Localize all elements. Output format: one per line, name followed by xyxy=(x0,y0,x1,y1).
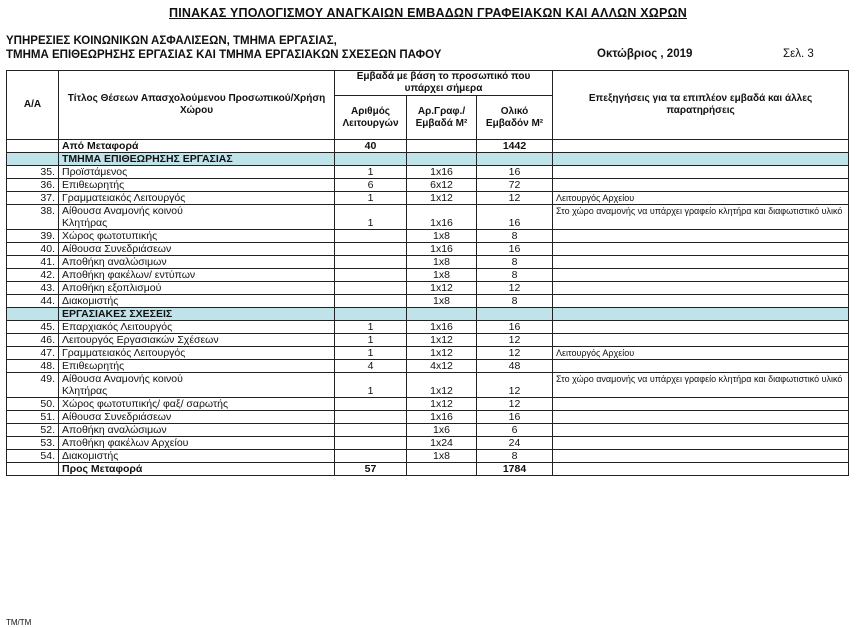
row-title: Αποθήκη φακέλων/ εντύπων xyxy=(62,269,196,281)
row-notes-cell xyxy=(553,411,849,424)
row-total-cell: 8 xyxy=(477,256,553,269)
row-total-cell: 8 xyxy=(477,295,553,308)
row-num-cell xyxy=(335,243,407,256)
table-row xyxy=(7,373,849,398)
row-num-cell xyxy=(335,411,407,424)
row-num-cell: 4 xyxy=(335,360,407,373)
row-total-cell: 72 xyxy=(477,179,553,192)
row-num-cell xyxy=(335,450,407,463)
row-total-cell: 12 xyxy=(477,373,553,398)
row-unit-cell: 4x12 xyxy=(407,360,477,373)
row-unit-cell: 1x16 xyxy=(407,205,477,230)
row-title: Αποθήκη εξοπλισμού xyxy=(62,282,162,294)
row-unit-cell: 6x12 xyxy=(407,179,477,192)
row-notes-cell xyxy=(553,437,849,450)
row-unit-cell: 1x8 xyxy=(407,450,477,463)
row-notes-cell xyxy=(553,321,849,334)
row-total-cell: 8 xyxy=(477,450,553,463)
row-title: Επαρχιακός Λειτουργός xyxy=(62,321,173,333)
row-unit-cell: 1x12 xyxy=(407,373,477,398)
table-row xyxy=(7,230,849,243)
row-title-cell xyxy=(59,347,335,360)
row-title: Χώρος φωτοτυπικής/ φαξ/ σαρωτής xyxy=(62,398,229,410)
row-total-cell: 16 xyxy=(477,243,553,256)
row-unit-cell: 1x8 xyxy=(407,295,477,308)
row-title: Διακομιστής xyxy=(62,450,119,462)
col-header-notes: Επεξηγήσεις για τα επιπλέον εμβαδά και άλλες παρατηρήσεις xyxy=(553,71,849,140)
row-num-cell xyxy=(335,398,407,411)
row-title-cell xyxy=(59,437,335,450)
row-number-cell: 50. xyxy=(7,398,59,411)
row-number-cell: 42. xyxy=(7,269,59,282)
row-unit-cell: 1x16 xyxy=(407,243,477,256)
carry-in-total: 1442 xyxy=(477,140,553,153)
row-notes-cell xyxy=(553,334,849,347)
row-number-cell: 49. xyxy=(7,373,59,398)
table-row xyxy=(7,347,849,360)
row-notes-cell xyxy=(553,360,849,373)
page-number: Σελ. 3 xyxy=(783,48,814,60)
table-row xyxy=(7,411,849,424)
row-notes-cell: Λειτουργός Αρχείου xyxy=(553,192,849,205)
row-notes-cell xyxy=(553,269,849,282)
row-notes-cell xyxy=(553,179,849,192)
row-number-cell: 40. xyxy=(7,243,59,256)
row-num-cell: 1 xyxy=(335,321,407,334)
row-total-cell: 24 xyxy=(477,437,553,450)
row-number-cell: 44. xyxy=(7,295,59,308)
row-num-cell xyxy=(335,282,407,295)
carry-in-row xyxy=(7,140,849,153)
table-row xyxy=(7,256,849,269)
row-unit-cell: 1x16 xyxy=(407,166,477,179)
row-num-cell: 1 xyxy=(335,205,407,230)
row-total-cell: 48 xyxy=(477,360,553,373)
section-title-1: ΤΜΗΜΑ ΕΠΙΘΕΩΡΗΣΗΣ ΕΡΓΑΣΙΑΣ xyxy=(59,153,335,166)
table-body xyxy=(7,140,849,476)
table-row xyxy=(7,321,849,334)
row-number-cell: 43. xyxy=(7,282,59,295)
row-title-cell xyxy=(59,269,335,282)
row-number-cell: 51. xyxy=(7,411,59,424)
row-num-cell xyxy=(335,437,407,450)
row-unit-cell: 1x24 xyxy=(407,437,477,450)
row-title-cell xyxy=(59,179,335,192)
row-title-cell xyxy=(59,282,335,295)
row-total-cell: 16 xyxy=(477,411,553,424)
row-title: Αποθήκη αναλώσιμων xyxy=(62,424,167,436)
table-row xyxy=(7,166,849,179)
row-title-cell xyxy=(59,424,335,437)
row-number-cell: 52. xyxy=(7,424,59,437)
row-title: Αποθήκη φακέλων Αρχείου xyxy=(62,437,189,449)
row-notes-cell xyxy=(553,398,849,411)
table-row xyxy=(7,334,849,347)
row-total-cell: 12 xyxy=(477,282,553,295)
table-row xyxy=(7,450,849,463)
row-number-cell: 39. xyxy=(7,230,59,243)
organization-line-2: ΤΜΗΜΑ ΕΠΙΘΕΩΡΗΣΗΣ ΕΡΓΑΣΙΑΣ ΚΑΙ ΤΜΗΜΑ ΕΡΓΑΣΙΑΚΩΝ ΣΧΕΣΕΩΝ ΠΑΦΟΥ xyxy=(6,49,442,61)
row-notes-cell xyxy=(553,282,849,295)
section-title-2: ΕΡΓΑΣΙΑΚΕΣ ΣΧΕΣΕΙΣ xyxy=(59,308,335,321)
col-header-unit: Αρ.Γραφ./ Εμβαδά Μ² xyxy=(407,96,477,140)
row-number-cell: 53. xyxy=(7,437,59,450)
section-row-1 xyxy=(7,153,849,166)
table-row xyxy=(7,179,849,192)
row-number-cell: 41. xyxy=(7,256,59,269)
col-header-aa: Α/Α xyxy=(7,71,59,140)
row-title-cell xyxy=(59,398,335,411)
space-calculation-table xyxy=(6,70,849,476)
row-num-cell: 1 xyxy=(335,373,407,398)
organization-line-1: ΥΠΗΡΕΣΙΕΣ ΚΟΙΝΩΝΙΚΩΝ ΑΣΦΑΛΙΣΕΩΝ, ΤΜΗΜΑ ΕΡΓΑΣΙΑΣ, xyxy=(6,35,337,47)
carry-in-label: Από Μεταφορά xyxy=(59,140,335,153)
row-notes-cell: Λειτουργός Αρχείου xyxy=(553,347,849,360)
col-header-title: Τίτλος Θέσεων Απασχολούμενου Προσωπικού/Χρήση Χώρου xyxy=(59,71,335,140)
row-unit-cell: 1x8 xyxy=(407,230,477,243)
row-title: Αίθουσα Αναμονής κοινού xyxy=(62,373,183,385)
table-row xyxy=(7,192,849,205)
row-num-cell: 1 xyxy=(335,334,407,347)
organization-heading xyxy=(6,34,441,62)
table-row xyxy=(7,205,849,230)
col-header-total: Ολικό Εμβαδόν Μ² xyxy=(477,96,553,140)
row-unit-cell: 1x16 xyxy=(407,411,477,424)
row-title: Αίθουσα Συνεδριάσεων xyxy=(62,243,172,255)
row-total-cell: 12 xyxy=(477,192,553,205)
row-unit-cell: 1x8 xyxy=(407,256,477,269)
row-total-cell: 12 xyxy=(477,347,553,360)
row-title-cell xyxy=(59,243,335,256)
row-title: Αποθήκη αναλώσιμων xyxy=(62,256,167,268)
table-row xyxy=(7,243,849,256)
row-total-cell: 16 xyxy=(477,166,553,179)
row-total-cell: 8 xyxy=(477,230,553,243)
row-title-line-2: Κλητήρας xyxy=(62,217,108,229)
row-number-cell: 37. xyxy=(7,192,59,205)
row-title: Διακομιστής xyxy=(62,295,119,307)
row-unit-cell: 1x12 xyxy=(407,398,477,411)
table-row xyxy=(7,437,849,450)
row-title-cell xyxy=(59,166,335,179)
section-row-2 xyxy=(7,308,849,321)
row-number-cell: 54. xyxy=(7,450,59,463)
row-number-cell: 45. xyxy=(7,321,59,334)
row-unit-cell: 1x16 xyxy=(407,321,477,334)
row-title-line-2: Κλητήρας xyxy=(62,385,108,397)
carry-out-row xyxy=(7,463,849,476)
row-number-cell: 48. xyxy=(7,360,59,373)
row-title-cell xyxy=(59,411,335,424)
row-title-cell xyxy=(59,450,335,463)
row-title: Γραμματειακός Λειτουργός xyxy=(62,347,186,359)
row-notes-cell: Στο χώρο αναμονής να υπάρχει γραφείο κλητήρα και διαφωτιστικό υλικό xyxy=(553,373,849,398)
row-num-cell xyxy=(335,256,407,269)
row-unit-cell: 1x12 xyxy=(407,282,477,295)
row-total-cell: 6 xyxy=(477,424,553,437)
row-number-cell: 47. xyxy=(7,347,59,360)
row-num-cell xyxy=(335,269,407,282)
col-header-num: Αριθμός Λειτουργών xyxy=(335,96,407,140)
row-number-cell: 36. xyxy=(7,179,59,192)
row-title-cell xyxy=(59,192,335,205)
row-num-cell: 1 xyxy=(335,347,407,360)
row-num-cell xyxy=(335,424,407,437)
row-notes-cell xyxy=(553,230,849,243)
row-notes-cell xyxy=(553,424,849,437)
table-row xyxy=(7,398,849,411)
row-title-cell xyxy=(59,230,335,243)
footer-initials: TM/TM xyxy=(6,618,32,627)
row-title-cell xyxy=(59,321,335,334)
row-title-cell xyxy=(59,334,335,347)
row-notes-cell xyxy=(553,166,849,179)
row-title: Επιθεωρητής xyxy=(62,360,125,372)
row-total-cell: 8 xyxy=(477,269,553,282)
row-notes-cell xyxy=(553,450,849,463)
row-total-cell: 16 xyxy=(477,321,553,334)
table-row xyxy=(7,295,849,308)
carry-out-total: 1784 xyxy=(477,463,553,476)
row-unit-cell: 1x6 xyxy=(407,424,477,437)
row-unit-cell: 1x12 xyxy=(407,192,477,205)
row-title: Αίθουσα Αναμονής κοινού xyxy=(62,205,183,217)
row-total-cell: 12 xyxy=(477,334,553,347)
table-row xyxy=(7,424,849,437)
row-num-cell: 6 xyxy=(335,179,407,192)
row-title-cell xyxy=(59,205,335,230)
row-number-cell: 35. xyxy=(7,166,59,179)
row-number-cell: 46. xyxy=(7,334,59,347)
table-row xyxy=(7,282,849,295)
document-title: ΠΙΝΑΚΑΣ ΥΠΟΛΟΓΙΣΜΟΥ ΑΝΑΓΚΑΙΩΝ ΕΜΒΑΔΩΝ ΓΡΑΦΕΙΑΚΩΝ ΚΑΙ ΑΛΛΩΝ ΧΩΡΩΝ xyxy=(169,6,687,20)
row-total-cell: 12 xyxy=(477,398,553,411)
row-title: Προϊστάμενος xyxy=(62,166,128,178)
row-notes-cell: Στο χώρο αναμονής να υπάρχει γραφείο κλητήρα και διαφωτιστικό υλικό xyxy=(553,205,849,230)
carry-out-num: 57 xyxy=(335,463,407,476)
row-title: Λειτουργός Εργασιακών Σχέσεων xyxy=(62,334,219,346)
row-unit-cell: 1x12 xyxy=(407,347,477,360)
col-header-group: Εμβαδά με βάση το προσωπικό που υπάρχει σήμερα xyxy=(335,71,553,96)
row-num-cell xyxy=(335,295,407,308)
row-unit-cell: 1x8 xyxy=(407,269,477,282)
row-notes-cell xyxy=(553,243,849,256)
row-notes-cell xyxy=(553,256,849,269)
row-title: Γραμματειακός Λειτουργός xyxy=(62,192,186,204)
row-title-cell xyxy=(59,256,335,269)
row-title-cell xyxy=(59,373,335,398)
row-title: Χώρος φωτοτυπικής xyxy=(62,230,158,242)
row-title-cell xyxy=(59,295,335,308)
row-title: Επιθεωρητής xyxy=(62,179,125,191)
row-title: Αίθουσα Συνεδριάσεων xyxy=(62,411,172,423)
row-num-cell: 1 xyxy=(335,166,407,179)
table-row xyxy=(7,360,849,373)
row-total-cell: 16 xyxy=(477,205,553,230)
row-num-cell xyxy=(335,230,407,243)
carry-out-label: Προς Μεταφορά xyxy=(59,463,335,476)
row-title-cell xyxy=(59,360,335,373)
table-row xyxy=(7,269,849,282)
row-num-cell: 1 xyxy=(335,192,407,205)
document-date: Οκτώβριος , 2019 xyxy=(597,48,693,60)
row-unit-cell: 1x12 xyxy=(407,334,477,347)
row-number-cell: 38. xyxy=(7,205,59,230)
carry-in-num: 40 xyxy=(335,140,407,153)
row-notes-cell xyxy=(553,295,849,308)
